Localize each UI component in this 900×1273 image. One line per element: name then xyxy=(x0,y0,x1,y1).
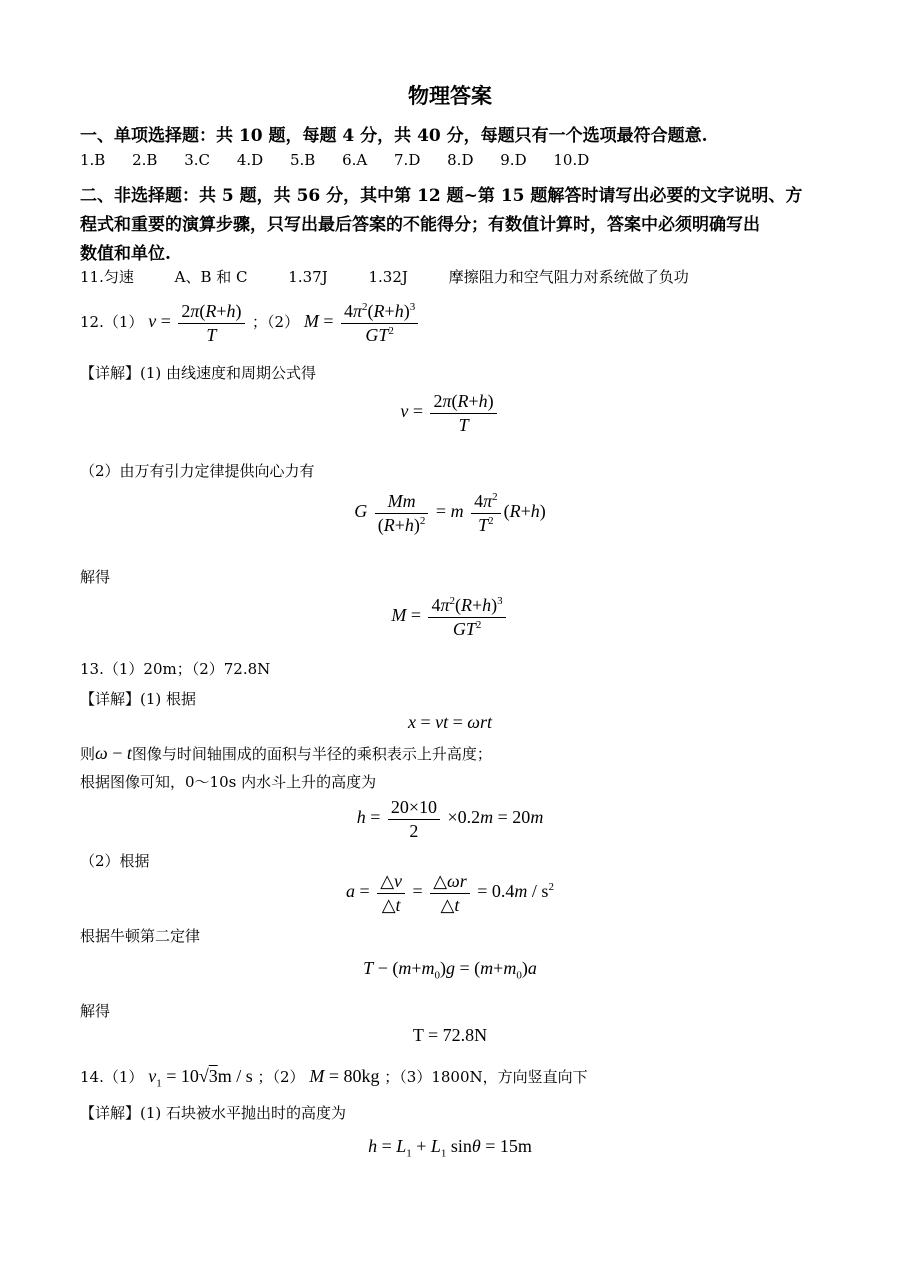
section2-heading-1: 二、非选择题：共 5 题，共 56 分，其中第 12 题~第 15 题解答时请写出必要的文字说明、方 xyxy=(80,186,803,206)
q13-equation-displacement: x = vt = ωrt xyxy=(407,712,493,732)
answer-4: 4.D xyxy=(236,151,264,169)
q11-answer: 11.匀速 A、B 和 C 1.37J 1.32J 摩擦阻力和空气阻力对系统做了负功 xyxy=(80,268,689,286)
q13-detail-1: 【详解】(1) 根据 xyxy=(80,690,197,708)
answer-7: 7.D xyxy=(394,151,421,169)
answer-5: 5.B xyxy=(289,151,316,169)
answer-9: 9.D xyxy=(500,151,527,169)
q13-equation-newton: $T - (m+m_0)g = (m+m_0)a$ xyxy=(363,958,537,982)
q13-answer: 13.（1）20m；（2）72.8N xyxy=(80,660,271,678)
q12-equation-gravity: G $\frac{Mm}{(R+h)^2}$ = m $\frac{4\pi^2}{T^2}$ (R+h) xyxy=(354,491,546,535)
q12-solve: 解得 xyxy=(80,568,111,586)
q12-detail-2: （2）由万有引力定律提供向心力有 xyxy=(80,462,315,480)
q13-part2: （2）根据 xyxy=(80,852,150,870)
section2-heading-3: 数值和单位. xyxy=(80,244,171,264)
q13-newton: 根据牛顿第二定律 xyxy=(80,927,201,945)
q13-equation-acceleration: a = $\frac{\triangle v}{\triangle t}$ = $\frac{\triangle\omega r}{\triangle t}$ = $0.4m / s^2$ xyxy=(346,871,554,915)
q13-result: T = 72.8N xyxy=(412,1025,488,1045)
answer-6: 6.A xyxy=(342,151,368,169)
section1-answers xyxy=(80,151,589,169)
answer-2: 2.B xyxy=(132,151,158,169)
answer-3: 3.C xyxy=(184,151,211,169)
answer-8: 8.D xyxy=(447,151,474,169)
q13-equation-height: h = $\frac{20\times 10}{2}$ ×0.2m = 20m xyxy=(356,797,544,841)
section2-heading-2: 程式和重要的演算步骤，只写出最后答案的不能得分；有数值计算时，答案中必须明确写出 xyxy=(80,215,760,235)
q14-answer: 14.（1） $v_1 = 10√3m / s$ ；（2） M = 80kg ；（3）1800N，方向竖直向下 xyxy=(80,1066,588,1090)
q14-equation-height: $h = L_1 + L_1$ sinθ = 15m xyxy=(368,1136,532,1160)
q12-answer: 12.（1） v = $\frac{2\pi(R+h)}{T}$ ；（2） M = $\frac{4\pi^2(R+h)^3}{GT^2}$ xyxy=(80,300,421,346)
q12-equation-velocity: v = $\frac{2\pi(R+h)}{T}$ xyxy=(0,390,900,436)
q13-solve: 解得 xyxy=(80,1002,111,1020)
q13-note-1: 则ω − t图像与时间轴围成的面积与半径的乘积表示上升高度； xyxy=(80,743,492,763)
q14-detail-1: 【详解】(1) 石块被水平抛出时的高度为 xyxy=(80,1104,347,1122)
q12-equation-mass: M = $\frac{4\pi^2(R+h)^3}{GT^2}$ xyxy=(0,594,900,640)
page-title: 物理答案 xyxy=(408,83,492,108)
answer-10: 10.D xyxy=(553,151,590,169)
answer-1: 1.B xyxy=(80,151,106,169)
q13-note-2: 根据图像可知，0～10s 内水斗上升的高度为 xyxy=(80,773,377,791)
q12-detail-1: 【详解】(1) 由线速度和周期公式得 xyxy=(80,364,317,382)
section1-heading: 一、单项选择题：共 10 题，每题 4 分，共 40 分，每题只有一个选项最符合题意. xyxy=(80,126,708,146)
